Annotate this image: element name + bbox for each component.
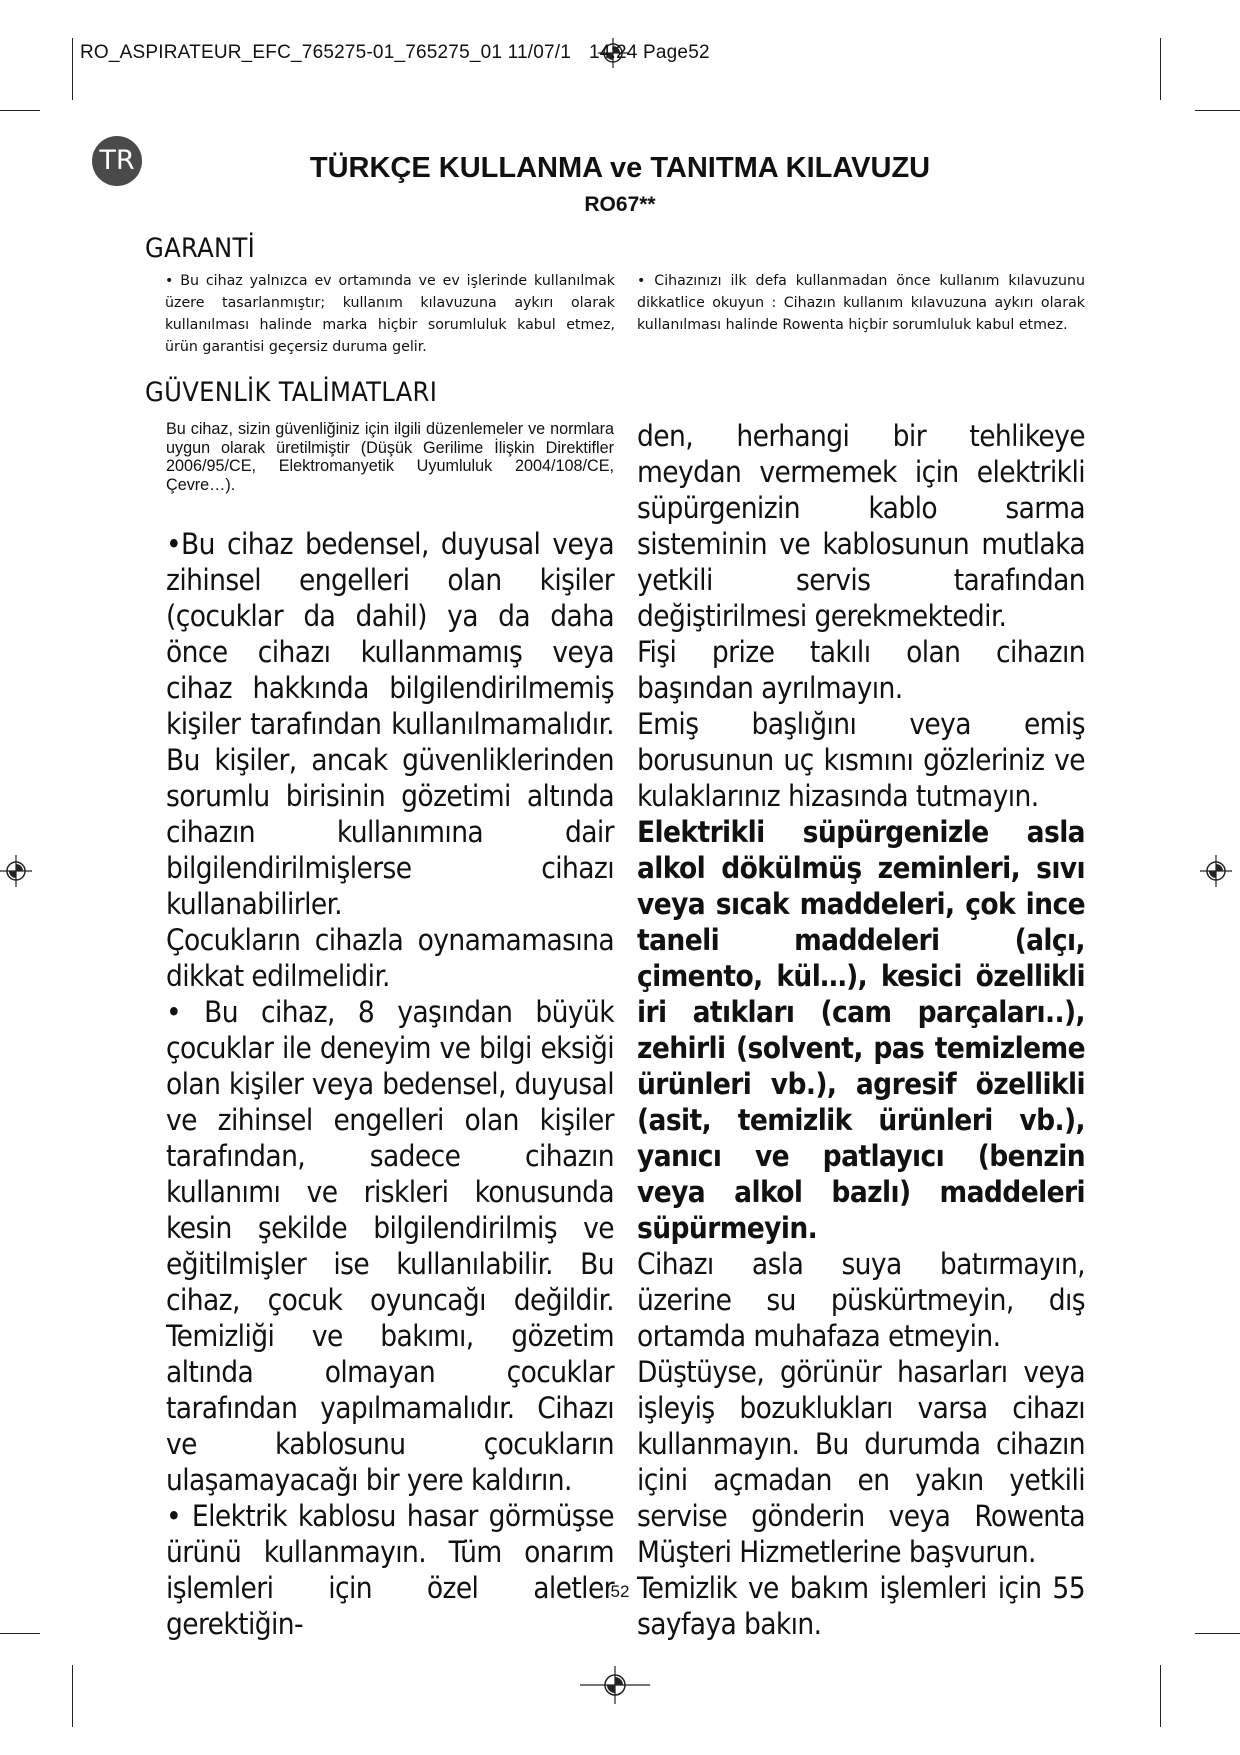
safety-column-left: [166, 526, 614, 1642]
safety-paragraph: • Elektrik kablosu hasar görmüşse ürünü kullanmayın. Tüm onarım işlemleri için özel aletler gerektiğin-: [166, 1499, 614, 1641]
registration-mark-bottom-icon: [580, 1666, 650, 1704]
crop-mark-top-left-v: [72, 38, 73, 100]
safety-paragraph: • Bu cihaz, 8 yaşından büyük çocuklar ile deneyim ve bilgi eksiği olan kişiler veya bedensel, duyusal ve zihinsel engelleri olan kişiler tarafından, sadece cihazın kullanımı ve riskleri konusunda kesin şekilde bilgilendirilmiş ve eğitilmişler ise kullanılabilir. Bu cihaz, çocuk oyuncağı değildir. Temizliği ve bakımı, gözetim altında olmayan çocuklar tarafından yapılmamalıdır. Cihazı ve kablosunu çocukların ulaşamayacağı bir yere kaldırın.: [166, 995, 614, 1497]
section-heading-garanti: GARANTİ: [145, 233, 256, 264]
registration-mark-right-icon: [1200, 855, 1232, 887]
safety-paragraph: Düştüyse, görünür hasarları veya işleyiş bozuklukları varsa cihazı kullanmayın. Bu durumda cihazın içini açmadan en yakın yetkili servise gönderin veya Rowenta Müşteri Hizmetlerine başvurun.: [637, 1355, 1085, 1569]
print-slug: RO_ASPIRATEUR_EFC_765275-01_765275_01 11/07/1 14:24 Page52: [80, 42, 710, 63]
page-title: TÜRKÇE KULLANMA ve TANITMA KILAVUZU: [309, 152, 931, 184]
page-number: 52: [610, 1582, 630, 1601]
crop-mark-top-right-v: [1160, 38, 1161, 100]
language-badge: TR: [92, 136, 142, 186]
garanti-text-right: • Cihazınızı ilk defa kullanmadan önce kullanım kılavuzunu dikkatlice okuyun : Cihazın kullanım kılavuzuna aykırı olarak kullanılması halinde Rowenta hiçbir sorumluluk kabul etmez.: [637, 273, 1085, 333]
guvenlik-intro: Bu cihaz, sizin güvenliğiniz için ilgili düzenlemeler ve normlara uygun olarak üretilmiştir (Düşük Gerilime İlişkin Direktifler 2006/95/CE, Elektromanyetik Uyumluluk 2004/108/CE, Çevre…).: [166, 420, 614, 494]
safety-column-right: [637, 418, 1085, 1642]
section-heading-guvenlik: GÜVENLİK TALİMATLARI: [145, 377, 438, 408]
crop-mark-top-left-h: [0, 110, 40, 111]
safety-paragraph: Cihazı asla suya batırmayın, üzerine su püskürtmeyin, dış ortamda muhafaza etmeyin.: [637, 1247, 1085, 1353]
safety-paragraph: Fişi prize takılı olan cihazın başından ayrılmayın.: [637, 635, 1085, 705]
registration-mark-left-icon: [0, 855, 32, 887]
crop-mark-bottom-left-v: [72, 1665, 73, 1727]
safety-paragraph: Emiş başlığını veya emiş borusunun uç kısmını gözleriniz ve kulaklarınız hizasında tutmayın.: [637, 707, 1085, 813]
crop-mark-bottom-right-v: [1160, 1665, 1161, 1727]
safety-paragraph: Temizlik ve bakım işlemleri için 55 sayfaya bakın.: [637, 1571, 1085, 1641]
safety-paragraph: Çocukların cihazla oynamamasına dikkat edilmelidir.: [166, 923, 614, 993]
model-number: RO67**: [584, 193, 656, 216]
crop-mark-bottom-left-h: [0, 1633, 40, 1634]
crop-mark-top-right-h: [1195, 110, 1240, 111]
garanti-text-left: • Bu cihaz yalnızca ev ortamında ve ev işlerinde kullanılmak üzere tasarlanmıştır; kullanım kılavuzuna aykırı olarak kullanılması halinde marka hiçbir sorumluluk kabul etmez, ürün garantisi geçersiz duruma gelir.: [165, 273, 615, 355]
crop-mark-bottom-right-h: [1195, 1633, 1240, 1634]
safety-paragraph: den, herhangi bir tehlikeye meydan vermemek için elektrikli süpürgenizin kablo sarma sisteminin ve kablosunun mutlaka yetkili servis tarafından değiştirilmesi gerekmektedir.: [637, 419, 1085, 633]
safety-paragraph: •Bu cihaz bedensel, duyusal veya zihinsel engelleri olan kişiler (çocuklar da dahil) ya da daha önce cihazı kullanmamış veya cihaz hakkında bilgilendirilmemiş kişiler tarafından kullanılmamalıdır. Bu kişiler, ancak güvenliklerinden sorumlu birisinin gözetimi altında cihazın kullanımına dair bilgilendirilmişlerse cihazı kullanabilirler.: [166, 527, 614, 921]
safety-warning-bold: Elektrikli süpürgenizle asla alkol dökülmüş zeminleri, sıvı veya sıcak maddeleri, çok ince taneli maddeleri (alçı, çimento, kül…), kesici özellikli iri atıkları (cam parçaları..), zehirli (solvent, pas temizleme ürünleri vb.), agresif özellikli (asit, temizlik ürünleri vb.), yanıcı ve patlayıcı (benzin veya alkol bazlı) maddeleri süpürmeyin.: [637, 815, 1085, 1245]
